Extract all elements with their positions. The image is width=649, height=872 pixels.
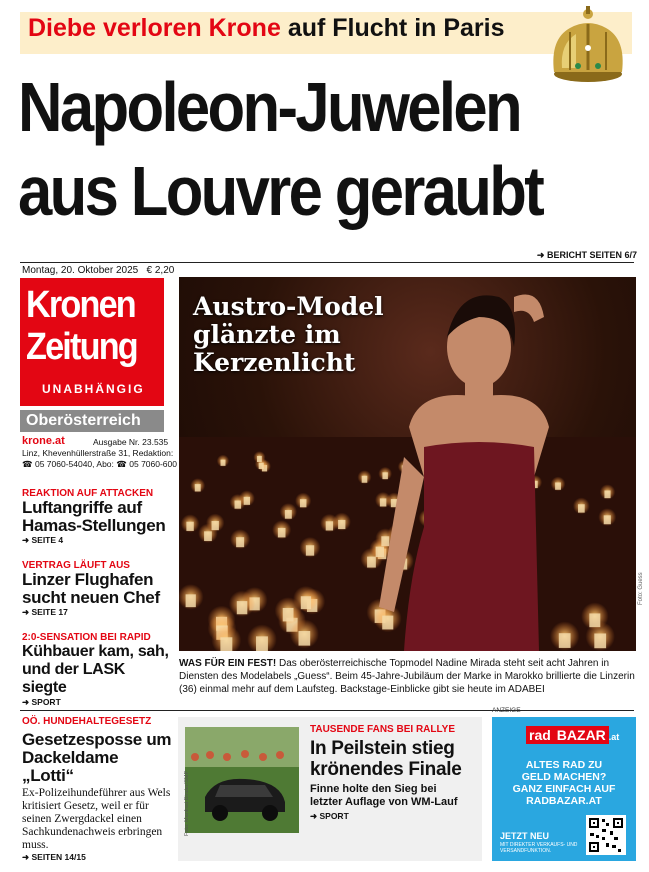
ad-note: MIT DIREKTER VERKAUFS- UND VERSANDFUNKTION.: [500, 842, 578, 854]
photo-title-3: Kerzenlicht: [193, 348, 356, 377]
candle: [306, 545, 314, 555]
phone-icon: ☎: [22, 459, 33, 469]
headline-line2[interactable]: aus Louvre geraubt: [18, 152, 543, 230]
dog-body: Ex-Polizeihundeführer aus Wels kritisiert Gesetz, weil er für seinen Zwergdackel einen Sachkundenachweis erbringen muss.: [22, 787, 171, 851]
teaser-title-1: Luftangriffe auf: [22, 498, 142, 517]
candle: [186, 594, 196, 607]
candle: [301, 596, 311, 609]
photo-credit: Foto: Guess: [638, 572, 644, 605]
ad-brand-bazar: BAZAR: [554, 726, 609, 744]
photo-title: [193, 293, 384, 377]
ausgabe: Ausgabe Nr. 23.535: [93, 437, 169, 447]
candle: [300, 499, 307, 507]
candle: [326, 521, 333, 530]
ad-q2: GELD MACHEN?: [521, 771, 607, 783]
teaser-ref: [22, 535, 172, 546]
teaser-ref-label: SPORT: [31, 697, 61, 707]
teaser-kicker: VERTRAG LÄUFT AUS: [22, 560, 130, 571]
candle: [259, 463, 264, 469]
teaser-title-1: Linzer Flughafen: [22, 570, 154, 589]
candle: [186, 522, 193, 531]
ad-q3: GANZ EINFACH AUF: [512, 783, 616, 795]
rally-story[interactable]: [310, 724, 480, 822]
rally-title-1: In Peilstein stieg: [310, 738, 455, 759]
teaser-ref: [22, 607, 172, 618]
top-kicker-red: Diebe verloren Krone: [28, 14, 281, 42]
arrow-icon: ➜: [22, 852, 32, 862]
top-kicker[interactable]: [28, 14, 505, 43]
phone-icon: ☎: [116, 459, 127, 469]
photo-title-2: glänzte im: [193, 320, 341, 349]
candle: [256, 636, 268, 651]
rally-credit: Foto: Manfred Binder/SMP: [184, 770, 190, 836]
rally-ref: [310, 811, 480, 822]
rally-title-2: krönendes Finale: [310, 759, 462, 780]
rally-kicker: TAUSENDE FANS BEI RALLYE: [310, 724, 456, 735]
candle: [594, 633, 606, 648]
main-photo[interactable]: [179, 277, 636, 651]
dateline: [22, 265, 174, 276]
teaser-title-2: und der LASK siegte: [22, 661, 126, 696]
bericht-ref-label: BERICHT SEITEN 6/7: [546, 250, 637, 260]
top-kicker-black: auf Flucht in Paris: [287, 14, 505, 42]
arrow-icon: ➜: [310, 811, 320, 821]
rally-car-image: [185, 727, 299, 833]
arrow-icon: ➜: [536, 250, 547, 260]
candle: [299, 631, 311, 646]
candle: [604, 515, 611, 524]
teaser-title-2: sucht neuen Chef: [22, 588, 160, 607]
ad-brand-rad: rad: [526, 726, 554, 744]
rally-sub-1: Finne holte den Sieg bei: [310, 783, 437, 795]
ad-q4: RADBAZAR.AT: [526, 795, 602, 807]
candle: [382, 616, 393, 630]
logo-line2: Zeitung: [26, 326, 137, 368]
candle: [381, 536, 389, 546]
teaser-kicker: 2:0-SENSATION BEI RAPID: [22, 632, 151, 643]
divider: [20, 710, 634, 711]
arrow-icon: ➜: [22, 535, 32, 545]
crown-image: [540, 4, 635, 84]
candle: [236, 537, 244, 547]
phone2: 05 7060-600: [129, 459, 177, 469]
dog-ref: [22, 852, 172, 863]
teaser-kicker: REAKTION AUF ATTACKEN: [22, 488, 154, 499]
rally-ref-label: SPORT: [319, 811, 349, 821]
dog-title-2: Dackeldame „Lotti“: [22, 748, 119, 785]
dog-story[interactable]: [22, 716, 172, 863]
teaser-ref-label: SEITE 17: [31, 607, 68, 617]
logo-line1: Kronen: [26, 284, 135, 326]
teaser-ref: [22, 697, 172, 708]
candle: [244, 497, 250, 505]
candle: [559, 633, 571, 648]
candle: [589, 613, 600, 627]
ad-brand-tld: .at: [608, 732, 620, 742]
candle: [285, 510, 292, 519]
arrow-icon: ➜: [22, 607, 32, 617]
photo-caption[interactable]: [179, 657, 636, 696]
candle: [362, 476, 368, 483]
candle: [367, 557, 376, 568]
candle: [380, 498, 386, 506]
divider: [20, 262, 634, 263]
phones: [22, 459, 177, 470]
ad-new: JETZT NEU: [500, 831, 550, 841]
dog-kicker: OÖ. HUNDEHALTEGESETZ: [22, 716, 152, 727]
arrow-icon: ➜: [22, 697, 32, 707]
candle: [604, 490, 610, 498]
ad-question: [492, 759, 636, 807]
date: Montag, 20. Oktober 2025: [22, 265, 139, 276]
address: Linz, Khevenhüllerstraße 31, Redaktion:: [22, 448, 174, 458]
teaser-title-1: Kühbauer kam, sah,: [22, 643, 169, 660]
rally-photo[interactable]: [185, 727, 299, 833]
candle: [221, 460, 226, 466]
teaser-ref-label: SEITE 4: [31, 535, 64, 545]
caption-lead: WAS FÜR EIN FEST!: [179, 658, 277, 669]
candle: [283, 608, 294, 621]
candle: [555, 482, 561, 489]
teaser-title-2: Hamas-Stellungen: [22, 516, 166, 535]
caption-text: Das oberösterreichische Topmodel Nadine Mirada steht seit acht Jahren in Diensten des Modelabels „Guess“. Beim 45-Jahre-Jubiläum der Marke in Marokko brillierte die Linzerin (36) einmal mehr auf dem Laufsteg. Backstage-Einblicke gibt sie heute im ADABEI: [179, 658, 635, 695]
teaser-1[interactable]: [22, 488, 172, 546]
candle: [204, 531, 212, 541]
candle: [278, 528, 286, 538]
dog-title-1: Gesetzesposse um: [22, 730, 172, 749]
price: € 2,20: [146, 265, 175, 276]
logo-tagline: UNABHÄNGIG: [42, 382, 145, 396]
ad-q1: ALTES RAD ZU: [525, 759, 603, 771]
candle: [195, 484, 201, 491]
ad-brand: [526, 727, 619, 743]
candle: [578, 504, 585, 512]
dog-ref-label: SEITEN 14/15: [31, 852, 86, 862]
candle: [338, 520, 345, 529]
headline-line1[interactable]: Napoleon-Juwelen: [18, 68, 520, 146]
bericht-ref[interactable]: [537, 250, 637, 261]
rally-sub-2: letzter Auflage von WM-Lauf: [310, 796, 458, 808]
masthead-logo[interactable]: [20, 278, 164, 406]
candle: [257, 456, 262, 462]
phone1: 05 7060-54040, Abo:: [34, 459, 114, 469]
ad-label: ANZEIGE: [492, 707, 521, 714]
teaser-3[interactable]: [22, 632, 172, 708]
candle: [376, 547, 384, 557]
radbazar-ad[interactable]: [492, 717, 636, 861]
site-link[interactable]: krone.at: [22, 435, 65, 447]
candle: [237, 601, 248, 614]
qr-code-icon[interactable]: [586, 815, 626, 855]
photo-title-1: Austro-Model: [193, 292, 384, 321]
candle: [382, 472, 387, 479]
candle: [212, 521, 219, 530]
teaser-2[interactable]: [22, 560, 172, 618]
candle: [220, 637, 232, 651]
region-label: Oberösterreich: [20, 410, 164, 432]
